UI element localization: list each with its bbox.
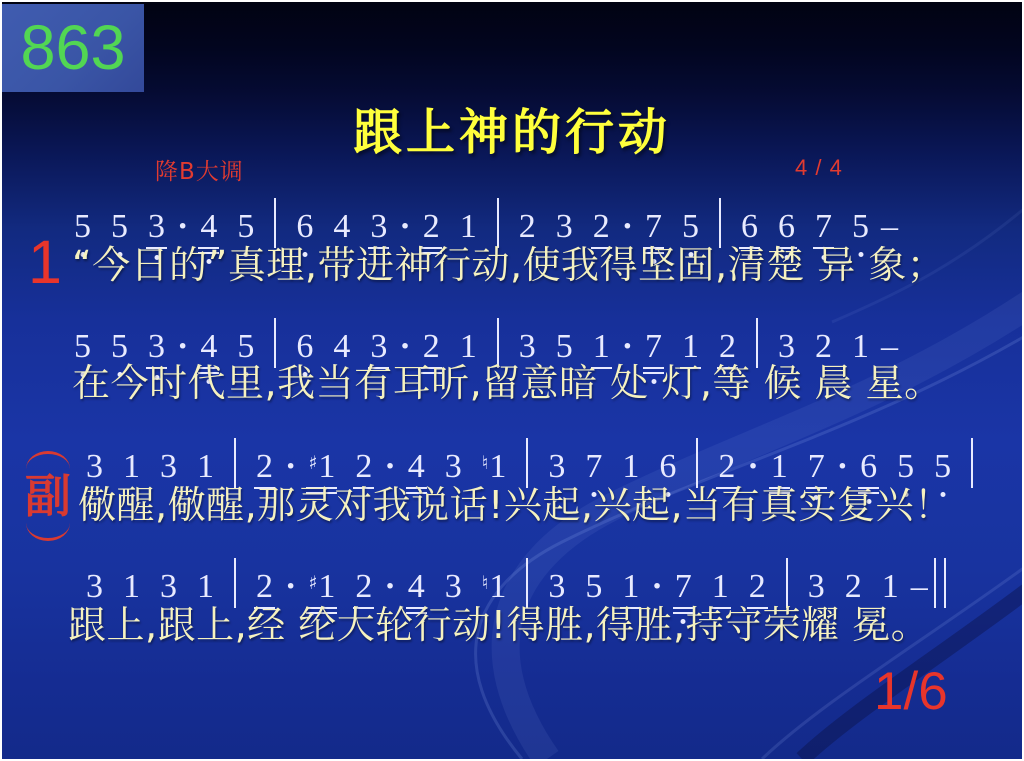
barline [497,198,499,248]
note: 4 [200,330,217,364]
note: 3 [86,448,103,485]
note: 4 [200,210,217,244]
verse-number: 1 [28,228,62,296]
note: 3 [160,448,177,485]
augmentation-dot: · [836,448,849,485]
chorus-arc-top-icon [26,451,70,469]
note: 5 [852,210,869,244]
note: 3 [807,568,825,605]
augmentation-dot: · [285,568,297,605]
note: 5 [237,210,254,244]
note: 4 [333,208,351,245]
note: 3 [778,328,796,365]
note: 1 [712,570,729,604]
note: ♮1 [481,568,507,605]
sharp-icon: ♯ [308,452,318,474]
note: 2 [355,450,372,484]
note: 3 [86,568,103,605]
note: 3 [444,448,462,485]
chorus-marker: 副 [25,469,71,523]
note: 5 [74,330,91,364]
music-line-3 [76,438,983,488]
music-line-4 [76,558,956,608]
note: 6 [296,210,313,244]
duration-dash: – [881,328,899,365]
note: 5 [111,210,128,244]
note: 1 [593,330,610,364]
note: 4 [408,450,425,484]
note: 7 [808,450,825,484]
lyric-line-2: 在今时代里,我当有耳听,留意暗 处 灯,等 候 晨 星。 [72,361,943,405]
note: 1 [197,568,214,605]
note: 3 [148,210,165,244]
augmentation-dot: · [651,568,663,605]
natural-icon: ♮ [481,572,489,594]
note: 5 [555,328,573,365]
note: 3 [370,210,387,244]
music-line-1 [64,198,902,248]
lyric-line-1: “今日的”真理,带进神行动,使我得坚固,清楚 异 象； [72,243,946,287]
note: 7 [675,570,692,604]
note: 6 [860,450,877,484]
augmentation-dot: · [399,208,411,245]
note: ♯1 [308,450,335,484]
barline [971,438,973,488]
note: 1 [771,450,788,484]
note: 2 [749,570,766,604]
note: 7 [585,450,602,484]
note: 1 [622,448,640,485]
note: 2 [719,330,736,364]
lyric-line-3: 儆醒,儆醒,那灵对我说话!兴起,兴起,当有真实复兴！ [78,483,953,527]
augmentation-dot: · [177,208,189,245]
note: 3 [160,568,177,605]
note: 1 [197,448,214,485]
note: 1 [682,330,699,364]
note: 2 [423,330,440,364]
note: 1 [459,208,477,245]
note: 7 [645,330,662,364]
note: 3 [548,448,566,485]
note: ♯1 [308,570,335,604]
note: 5 [682,210,699,244]
note: 1 [852,328,870,365]
note: 2 [518,208,536,245]
barline [526,558,528,608]
sharp-icon: ♯ [308,572,318,594]
time-signature: 4 / 4 [795,155,843,180]
augmentation-dot: · [621,208,634,245]
note: 2 [844,568,862,605]
note: 5 [111,330,128,364]
augmentation-dot: · [399,328,411,365]
note: 5 [934,450,951,484]
barline [526,438,528,488]
note: 2 [815,328,833,365]
note: 7 [645,210,662,244]
augmentation-dot: · [621,328,634,365]
note: 4 [408,570,425,604]
note: 1 [881,568,899,605]
barline [786,558,788,608]
barline [234,558,236,608]
note: 3 [370,330,387,364]
note: 1 [123,448,140,485]
note: 1 [123,568,140,605]
key-signature: 降B大调 [155,159,244,185]
barline [696,438,698,488]
barline [719,198,721,248]
note: 3 [548,568,566,605]
note: ♮1 [481,448,507,485]
hymn-title: 跟上神的行动 [352,104,671,161]
duration-dash: – [910,568,928,605]
augmentation-dot: · [285,448,297,485]
augmentation-dot: · [384,568,396,605]
page-indicator: 1/6 [874,662,948,721]
note: 1 [459,328,477,365]
barline [274,198,276,248]
note: 3 [518,328,536,365]
note: 3 [444,568,462,605]
note: 2 [256,450,273,484]
note: 1 [622,570,639,604]
augmentation-dot: · [384,448,396,485]
note: 2 [423,210,440,244]
note: 6 [778,210,795,244]
note: 4 [333,328,351,365]
natural-icon: ♮ [481,452,489,474]
note: 6 [659,450,676,484]
note: 5 [585,568,603,605]
note: 2 [355,570,372,604]
hymn-number-badge [2,4,144,92]
note: 5 [74,210,91,244]
augmentation-dot: · [177,328,189,365]
lyric-line-4: 跟上,跟上,经 纶大轮行动!得胜,得胜,持守荣耀 冕。 [68,603,930,647]
duration-dash: – [881,208,899,245]
chorus-marker-block [22,451,74,541]
final-barline [934,558,946,608]
note: 5 [237,330,254,364]
note: 6 [296,330,313,364]
note: 5 [897,450,914,484]
note: 6 [741,210,758,244]
note: 2 [718,450,735,484]
chorus-arc-bottom-icon [26,523,70,541]
note: 3 [148,330,165,364]
note: 3 [555,208,573,245]
note: 2 [256,570,273,604]
note: 2 [593,210,610,244]
hymn-number: 863 [20,12,126,83]
augmentation-dot: · [747,448,759,485]
note: 7 [815,210,832,244]
barline [234,438,236,488]
